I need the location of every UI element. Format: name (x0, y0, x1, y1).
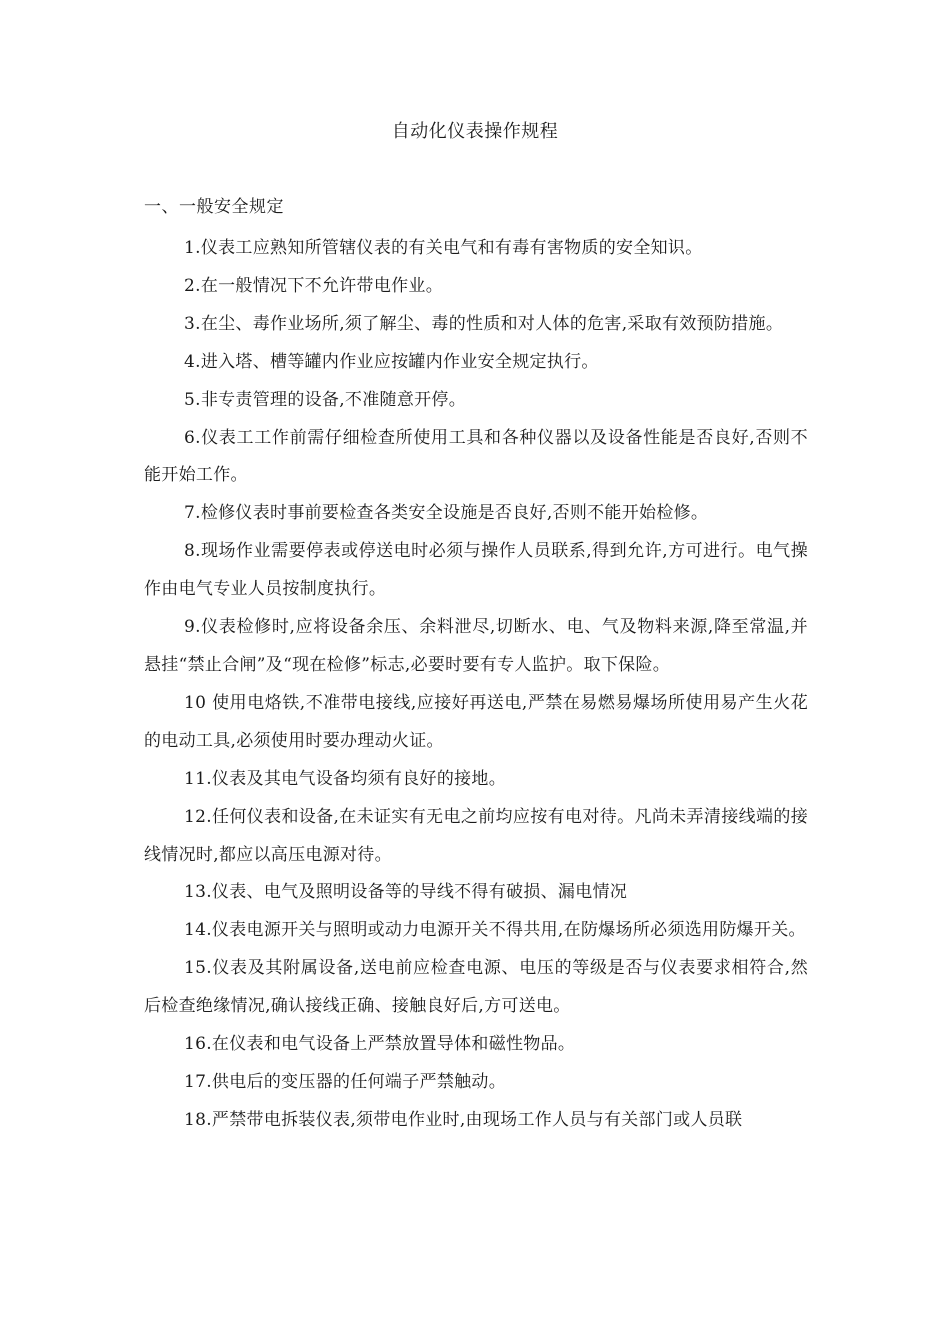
paragraph-7: 7.检修仪表时事前要检查各类安全设施是否良好,否则不能开始检修。 (184, 503, 709, 524)
document-body (144, 230, 808, 1140)
paragraph-12: 12.任何仪表和设备,在未证实有无电之前均应按有电对待。凡尚未弄清接线端的接线情况时,都应以高压电源对待。 (144, 806, 808, 865)
section-heading: 一、一般安全规定 (144, 197, 284, 217)
paragraph-17: 17.供电后的变压器的任何端子严禁触动。 (184, 1071, 507, 1092)
paragraph-18: 18.严禁带电拆装仪表,须带电作业时,由现场工作人员与有关部门或人员联 (184, 1109, 743, 1130)
paragraph-1: 1.仪表工应熟知所管辖仪表的有关电气和有毒有害物质的安全知识。 (184, 238, 703, 258)
paragraph-6: 6.仪表工工作前需仔细检查所使用工具和各种仪器以及设备性能是否良好,否则不能开始工作。 (144, 427, 808, 486)
paragraph-15: 15.仪表及其附属设备,送电前应检查电源、电压的等级是否与仪表要求相符合,然后检查绝缘情况,确认接线正确、接触良好后,方可送电。 (144, 958, 808, 1017)
paragraph-16: 16.在仪表和电气设备上严禁放置导体和磁性物品。 (184, 1034, 576, 1055)
paragraph-14: 14.仪表电源开关与照明或动力电源开关不得共用,在防爆场所必须选用防爆开关。 (184, 920, 806, 941)
paragraph-5: 5.非专责管理的设备,不准随意开停。 (184, 389, 467, 410)
document-title: 自动化仪表操作规程 (391, 121, 559, 142)
paragraph-11: 11.仪表及其电气设备均须有良好的接地。 (184, 768, 507, 789)
paragraph-8: 8.现场作业需要停表或停送电时必须与操作人员联系,得到允许,方可进行。电气操作由电气专业人员按制度执行。 (144, 541, 808, 600)
paragraph-2: 2.在一般情况下不允许带电作业。 (184, 275, 444, 296)
paragraph-10: 10 使用电烙铁,不准带电接线,应接好再送电,严禁在易燃易爆场所使用易产生火花的电动工具,必须使用时要办理动火证。 (144, 692, 808, 751)
paragraph-9: 9.仪表检修时,应将设备余压、余料泄尽,切断水、电、气及物料来源,降至常温,并悬挂“禁止合闸”及“现在检修”标志,必要时要有专人监护。取下保险。 (144, 617, 808, 675)
paragraph-13: 13.仪表、电气及照明设备等的导线不得有破损、漏电情况 (184, 882, 628, 903)
paragraph-4: 4.进入塔、槽等罐内作业应按罐内作业安全规定执行。 (184, 351, 599, 372)
paragraph-3: 3.在尘、毒作业场所,须了解尘、毒的性质和对人体的危害,采取有效预防措施。 (184, 313, 784, 334)
